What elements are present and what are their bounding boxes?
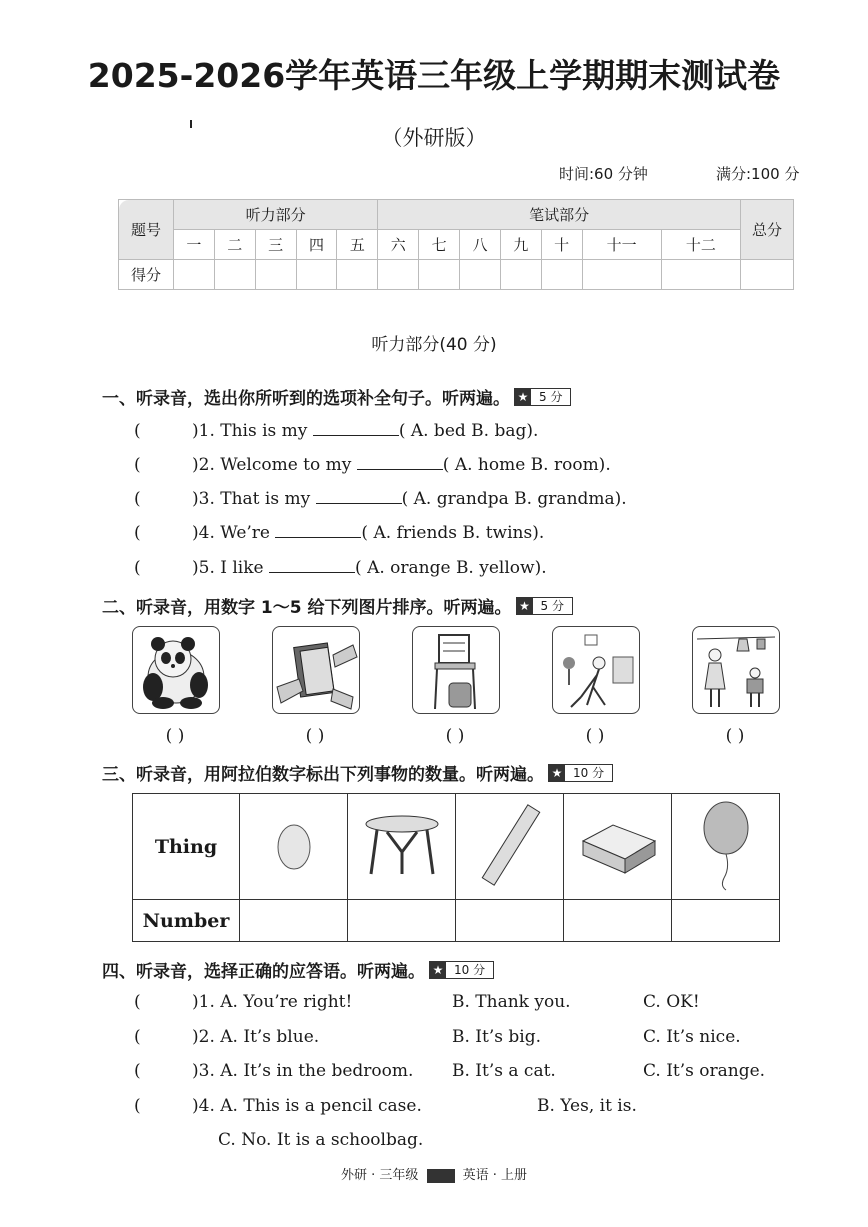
- page-title: 2025-2026学年英语三年级上学期期末测试卷: [87, 56, 781, 95]
- question-number: 六: [378, 230, 419, 260]
- page-footer: [0, 1164, 868, 1183]
- q4-item-4: ( )4. A. This is a pencil case.: [134, 1096, 422, 1116]
- q4-item-3-c: C. It’s orange.: [643, 1061, 766, 1081]
- q1-item-2: ( )2. Welcome to my ( A. home B. room).: [134, 455, 611, 475]
- q4-item-1: ( )1. A. You’re right!: [134, 992, 353, 1012]
- score-cell[interactable]: [174, 260, 215, 290]
- points-badge: ★ 5 分: [516, 597, 573, 615]
- question-number: 八: [460, 230, 501, 260]
- q3-heading: [102, 760, 613, 785]
- question-number: 三: [255, 230, 296, 260]
- score-cell[interactable]: [541, 260, 582, 290]
- answer-paren[interactable]: ( ): [305, 726, 325, 746]
- star-icon: ★: [430, 962, 446, 978]
- thing-label: Thing: [133, 794, 240, 900]
- score-cell[interactable]: [419, 260, 460, 290]
- answer-blank[interactable]: [275, 523, 361, 538]
- points-badge: ★ 10 分: [429, 961, 494, 979]
- question-number: 十二: [661, 230, 740, 260]
- score-cell[interactable]: [661, 260, 740, 290]
- answer-paren[interactable]: ( ): [725, 726, 745, 746]
- page-number-bar: [427, 1169, 455, 1183]
- q1-item-3: ( )3. That is my ( A. grandpa B. grandma).: [134, 489, 627, 509]
- sweeping-picture: [552, 626, 640, 714]
- edition-subtitle: （外研版）: [381, 126, 487, 150]
- q1-item-5: ( )5. I like ( A. orange B. yellow).: [134, 558, 547, 578]
- total-header: 总分: [741, 200, 794, 260]
- answer-paren[interactable]: ( ): [165, 726, 185, 746]
- points-badge: ★ 5 分: [514, 388, 571, 406]
- exam-time: 时间:60 分钟: [559, 165, 648, 183]
- q4-item-3-b: B. It’s a cat.: [452, 1061, 556, 1081]
- q4-item-2-b: B. It’s big.: [452, 1027, 541, 1047]
- score-cell[interactable]: [741, 260, 794, 290]
- score-cell[interactable]: [337, 260, 378, 290]
- eraser-picture: [564, 794, 672, 900]
- number-cell[interactable]: [240, 900, 348, 942]
- score-cell[interactable]: [378, 260, 419, 290]
- answer-blank[interactable]: [357, 455, 443, 470]
- q4-item-1-c: C. OK!: [643, 992, 700, 1012]
- question-number: 五: [337, 230, 378, 260]
- book-picture: [272, 626, 360, 714]
- chair-picture: [412, 626, 500, 714]
- egg-picture: [240, 794, 348, 900]
- answer-blank[interactable]: [313, 421, 399, 436]
- full-score: 满分:100 分: [716, 165, 800, 183]
- question-number: 四: [296, 230, 337, 260]
- number-cell[interactable]: [672, 900, 780, 942]
- q1-item-1: ( )1. This is my ( A. bed B. bag).: [134, 421, 539, 441]
- q4-item-1-b: B. Thank you.: [452, 992, 571, 1012]
- star-icon: ★: [515, 389, 531, 405]
- listening-section-heading: 听力部分(40 分): [371, 335, 497, 355]
- number-label: Number: [133, 900, 240, 942]
- question-number: 二: [214, 230, 255, 260]
- q1-heading-text: 一、听录音，选出你所听到的选项补全句子。听两遍。: [102, 389, 510, 409]
- q2-heading: [102, 593, 573, 618]
- question-number: 十一: [582, 230, 661, 260]
- score-cell[interactable]: [460, 260, 501, 290]
- table-picture: [348, 794, 456, 900]
- score-col-label: 题号: [119, 200, 174, 260]
- points-badge: ★ 10 分: [548, 764, 613, 782]
- score-cell[interactable]: [500, 260, 541, 290]
- ruler-picture: [456, 794, 564, 900]
- question-number: 十: [541, 230, 582, 260]
- family-picture: [692, 626, 780, 714]
- star-icon: ★: [549, 765, 565, 781]
- number-cell[interactable]: [348, 900, 456, 942]
- score-cell[interactable]: [582, 260, 661, 290]
- score-cell[interactable]: [255, 260, 296, 290]
- q3-heading-text: 三、听录音，用阿拉伯数字标出下列事物的数量。听两遍。: [102, 765, 544, 785]
- score-cell[interactable]: [296, 260, 337, 290]
- q4-item-2-c: C. It’s nice.: [643, 1027, 741, 1047]
- q4-item-4-c: C. No. It is a schoolbag.: [218, 1130, 424, 1150]
- answer-blank[interactable]: [316, 489, 402, 504]
- listening-header: 听力部分: [174, 200, 378, 230]
- q1-item-4: ( )4. We’re ( A. friends B. twins).: [134, 523, 545, 543]
- writing-header: 笔试部分: [378, 200, 741, 230]
- q4-item-2: ( )2. A. It’s blue.: [134, 1027, 320, 1047]
- panda-picture: [132, 626, 220, 714]
- footer-right: 英语 · 上册: [462, 1168, 528, 1183]
- things-table: [132, 793, 780, 942]
- question-number: 一: [174, 230, 215, 260]
- q4-heading: [102, 957, 494, 982]
- q4-item-3: ( )3. A. It’s in the bedroom.: [134, 1061, 414, 1081]
- answer-paren[interactable]: ( ): [445, 726, 465, 746]
- star-icon: ★: [517, 598, 533, 614]
- score-table: [118, 199, 794, 290]
- q4-heading-text: 四、听录音，选择正确的应答语。听两遍。: [102, 962, 425, 982]
- q1-heading: [102, 384, 571, 409]
- answer-blank[interactable]: [269, 558, 355, 573]
- answer-paren[interactable]: ( ): [585, 726, 605, 746]
- number-cell[interactable]: [456, 900, 564, 942]
- score-row-label: 得分: [119, 260, 174, 290]
- number-cell[interactable]: [564, 900, 672, 942]
- balloon-picture: [672, 794, 780, 900]
- q4-item-4-b: B. Yes, it is.: [537, 1096, 637, 1116]
- footer-left: 外研 · 三年级: [340, 1168, 419, 1183]
- question-number: 七: [419, 230, 460, 260]
- score-cell[interactable]: [214, 260, 255, 290]
- q2-heading-text: 二、听录音，用数字 1～5 给下列图片排序。听两遍。: [102, 598, 512, 618]
- question-number: 九: [500, 230, 541, 260]
